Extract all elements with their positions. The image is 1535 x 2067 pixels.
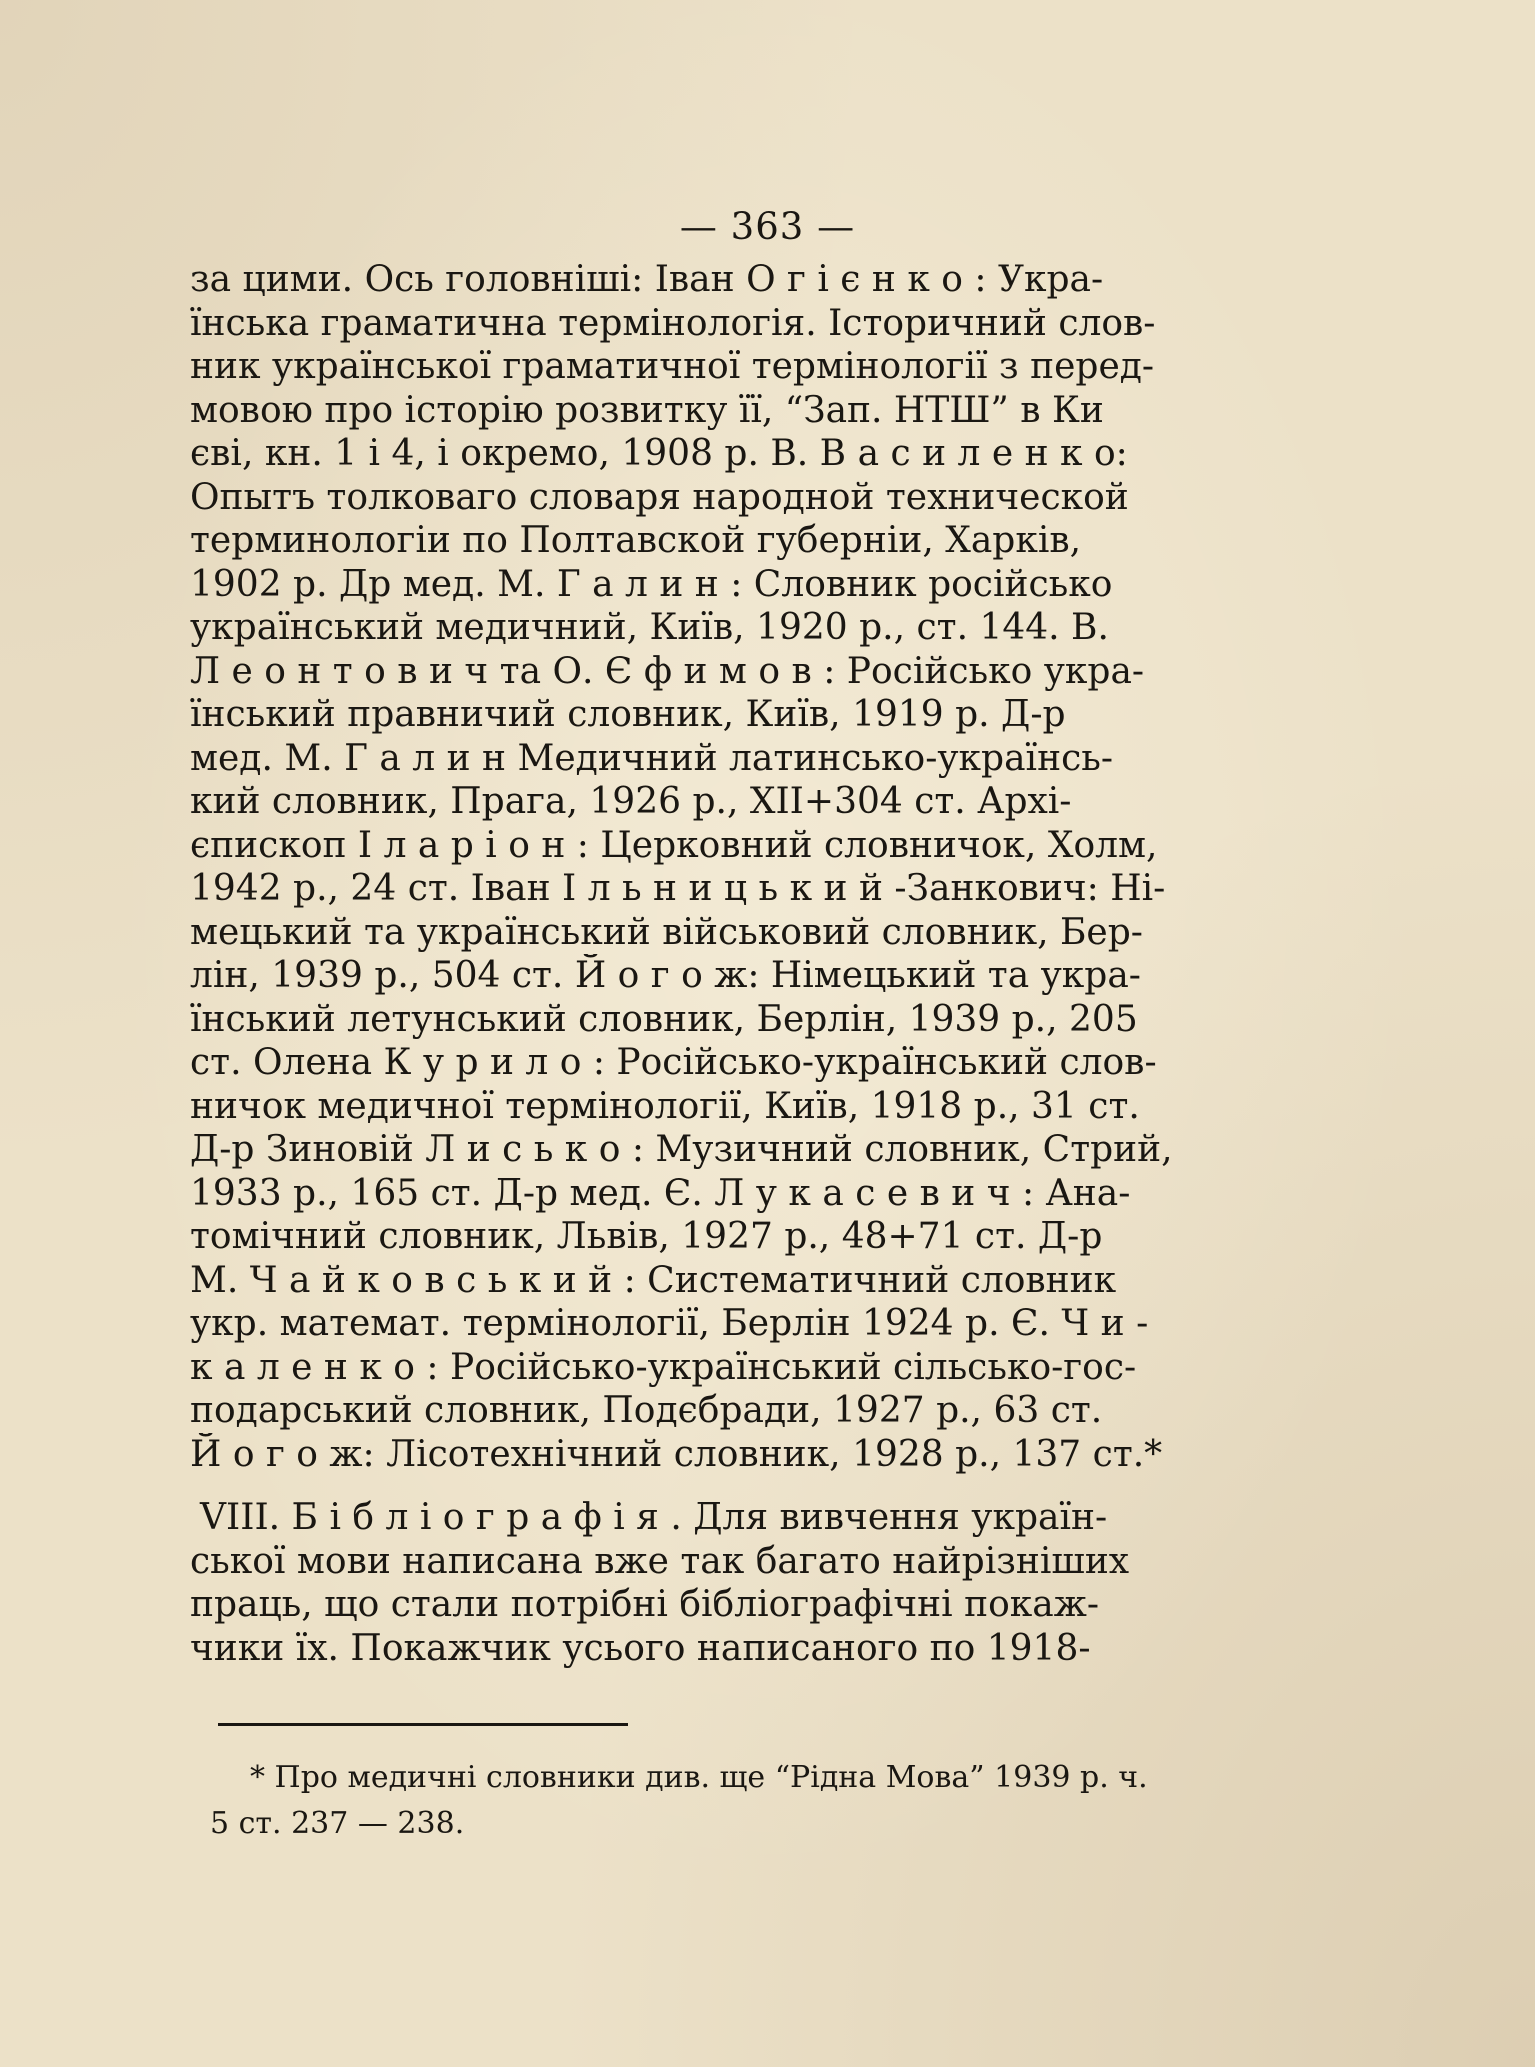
text-line: за цими. Ось головніші: Іван О г і є н к о : Укра- bbox=[190, 259, 1104, 300]
text-line: ст. Олена К у р и л о : Російсько-український слов- bbox=[190, 1042, 1157, 1083]
text-line: їнський правничий словник, Київ, 1919 р. Д-р bbox=[190, 694, 1066, 735]
text-line: український медичний, Київ, 1920 р., ст. 144. В. bbox=[190, 607, 1109, 648]
text-line: 1933 р., 165 ст. Д-р мед. Є. Л у к а с е в и ч : Ана- bbox=[190, 1172, 1131, 1214]
text-line: ської мови написана вже так багато найрізніших bbox=[190, 1540, 1130, 1582]
text-line: чики їх. Покажчик усього написаного по 1918- bbox=[190, 1627, 1091, 1669]
text-line: мецький та український військовий словник, Бер- bbox=[190, 911, 1143, 953]
text-line: ничок медичної термінології, Київ, 1918 р., 31 ст. bbox=[190, 1085, 1140, 1127]
body-text bbox=[190, 258, 1400, 1670]
text-line: Л е о н т о в и ч та О. Є ф и м о в : Російсько укра- bbox=[190, 650, 1145, 692]
text-line: укр. математ. термінології, Берлін 1924 р. Є. Ч и - bbox=[190, 1303, 1149, 1344]
footnote-divider bbox=[218, 1723, 628, 1726]
text-line: кий словник, Прага, 1926 р., XII+304 ст. Архі- bbox=[190, 781, 1072, 822]
footnote-line: 5 ст. 237 — 238. bbox=[210, 1806, 465, 1841]
text-line: томічний словник, Львів, 1927 р., 48+71 ст. Д-р bbox=[190, 1216, 1103, 1257]
text-line: їнський летунський словник, Берлін, 1939 р., 205 bbox=[190, 998, 1138, 1040]
text-line: єві, кн. 1 і 4, і окремо, 1908 р. В. В а с и л е н к о: bbox=[190, 433, 1128, 474]
text-line: подарський словник, Подєбради, 1927 р., 63 ст. bbox=[190, 1390, 1103, 1431]
text-line: єпископ І л а р і о н : Церковний словничок, Холм, bbox=[190, 824, 1158, 866]
text-line: Д-р Зиновій Л и с ь к о : Музичний словник, Стрий, bbox=[190, 1129, 1173, 1170]
text-line: їнська граматична термінологія. Історичний слов- bbox=[190, 302, 1156, 344]
text-line: Опытъ толковаго словаря народной технической bbox=[190, 476, 1129, 518]
section-heading-line: VIII. Б і б л і о г р а ф і я . Для вивчення україн- bbox=[200, 1497, 1108, 1538]
text-line: М. Ч а й к о в с ь к и й : Систематичний словник bbox=[190, 1259, 1117, 1301]
footnote bbox=[210, 1755, 1420, 1847]
text-line: Й о г о ж: Лісотехнічний словник, 1928 р., 137 ст.* bbox=[190, 1433, 1163, 1475]
text-line: к а л е н к о : Російсько-український сільсько-гос- bbox=[190, 1346, 1137, 1388]
footnote-line: * Про медичні словники див. ще “Рідна Мова” 1939 р. ч. bbox=[250, 1760, 1148, 1795]
text-line: праць, що стали потрібні бібліографічні покаж- bbox=[190, 1584, 1099, 1625]
text-line: лін, 1939 р., 504 ст. Й о г о ж: Німецький та укра- bbox=[190, 955, 1141, 996]
text-line: 1942 р., 24 ст. Іван І л ь н и ц ь к и й -Занкович: Ні- bbox=[190, 868, 1166, 909]
page-number: — 363 — bbox=[679, 205, 856, 248]
text-line: ник української граматичної термінології з перед- bbox=[190, 346, 1155, 387]
text-line: мовою про історію розвитку її, “Зап. НТШ” в Ки bbox=[190, 389, 1104, 431]
text-line: терминологіи по Полтавской губерніи, Харків, bbox=[190, 520, 1082, 561]
text-line: мед. М. Г а л и н Медичний латинсько-українсь- bbox=[190, 737, 1113, 779]
text-line: 1902 р. Др мед. М. Г а л и н : Словник російсько bbox=[190, 563, 1113, 605]
